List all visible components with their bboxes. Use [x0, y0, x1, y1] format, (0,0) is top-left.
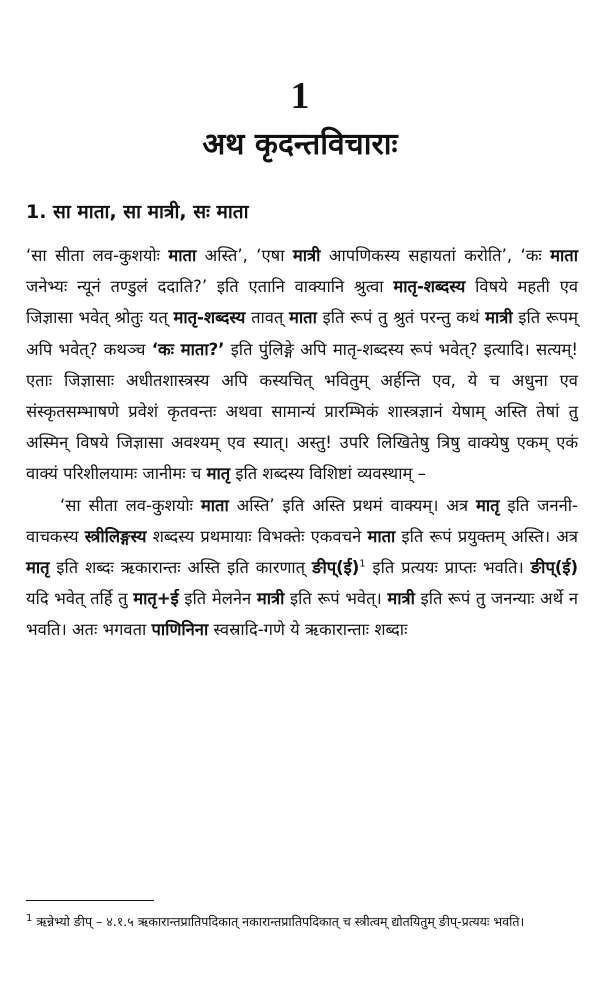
text-run: आपणिकस्य सहायतां करोति’, ‘कः	[320, 246, 551, 265]
footnote-marker: 1	[26, 912, 33, 924]
bold-term: मातृ	[476, 495, 500, 515]
chapter-number: 1	[290, 75, 310, 117]
body-text	[26, 240, 578, 646]
text-run: इति रूपं तु जनन्याः अर्थे न भवति। अतः भगवता	[26, 589, 579, 640]
bold-term: मातृ	[26, 558, 50, 578]
footnote-divider	[26, 900, 154, 901]
bold-term: माता	[367, 526, 396, 546]
bold-term: मातृ	[206, 464, 231, 484]
bold-term: मातृ-शब्दस्य	[173, 308, 246, 328]
text-run: इति प्रत्ययः प्राप्तः भवति।	[365, 558, 531, 578]
text-run: विषये महती एव जिज्ञासा भवेत् श्रोतुः यत्	[26, 277, 578, 328]
text-run: यदि भवेत् तर्हि तु	[26, 589, 134, 609]
bold-term: मात्री	[256, 589, 285, 609]
bold-term: माता	[168, 246, 197, 265]
bold-term: माता	[289, 308, 317, 328]
footnote	[26, 910, 578, 934]
text-run: इति पुंलिङ्गे अपि मातृ-शब्दस्य रूपं भवेत्? इत्यादि। सत्यम्! एताः जिज्ञासाः अधीतशास्त्रस्य अपि कस्यचित् भवितुम् अर्हन्ति एव, ये च अधुना एव संस्कृतसम्भाषणे प्रवेशं कृतवन्तः अथवा सामान्यं प्रारम्भिकं शास्त्रज्ञानं येषाम् अस्ति तेषां तु अस्मिन् विषये जिज्ञासा अवश्यम् एव स्यात्। अस्तु! उपरि लिखितेषु त्रिषु वाक्येषु एकम् एकं वाक्यं परिशीलयामः जानीमः च	[26, 339, 578, 484]
paragraph-1	[26, 240, 578, 490]
text-run: इति शब्दः ऋकारान्तः अस्ति इति कारणात्	[49, 558, 312, 578]
text-run: अस्ति’, ‘एषा	[196, 246, 293, 265]
text-run: ‘सा सीता लव-कुशयोः	[26, 246, 169, 265]
text-run: इति रूपं प्रयुक्तम् अस्ति। अत्र	[395, 526, 578, 546]
text-run: इति रूपं तु श्रुतं परन्तु कथं	[316, 308, 486, 328]
paragraph-2	[26, 490, 578, 646]
text-run: इति जननी-वाचकस्य	[26, 495, 578, 546]
text-run: जनेभ्यः न्यूनं तण्डुलं ददाति?’ इति एतानि वाक्यानि श्रुत्वा	[26, 277, 394, 297]
text-run: ‘सा सीता लव-कुशयोः	[60, 495, 201, 515]
bold-term: स्त्रीलिङ्गस्य	[84, 526, 147, 546]
bold-term: मात्री	[485, 308, 513, 328]
text-run: इति रूपम् अपि भवेत्? कथञ्च	[26, 308, 578, 359]
bold-term: माता	[550, 246, 578, 265]
chapter-title: अथ कृदन्तविचाराः	[202, 127, 398, 162]
text-run: तावत्	[245, 308, 290, 328]
footnote-text: ऋन्नेभ्यो ङीप् – ४.१.५ ऋकारान्तप्रातिपदिकात् नकारान्तप्रातिपदिकात् च स्त्रीत्वम् द्योतयितुम् ङीप्-प्रत्ययः भवति।	[32, 914, 525, 929]
bold-term: ङीप्(ई)	[530, 558, 579, 578]
bold-term: मातृ-शब्दस्य	[393, 277, 466, 297]
bold-term: मात्री	[387, 589, 415, 609]
text-run: इति मेलनेन	[178, 589, 257, 609]
bold-term: माता	[200, 495, 229, 515]
footnote-reference[interactable]: 1	[359, 558, 366, 570]
bold-term: पाणिनिना	[151, 620, 209, 640]
text-run: शब्दस्य प्रथमायाः विभक्तेः एकवचने	[146, 526, 368, 546]
bold-term: मातृ+ई	[133, 589, 179, 609]
bold-term: मात्री	[292, 246, 321, 265]
text-run: स्वस्रादि-गणे ये ऋकारान्ताः शब्दाः	[208, 620, 408, 640]
section-heading: 1. सा माता, सा मात्री, सः माता	[26, 201, 249, 223]
text-run: इति रूपं भवेत्।	[284, 589, 388, 609]
text-run: इति शब्दस्य विशिष्टां व्यवस्थाम् –	[230, 464, 426, 484]
bold-term: ‘कः माता?’	[151, 339, 225, 359]
text-run: अस्ति’ इति अस्ति प्रथमं वाक्यम्। अत्र	[228, 495, 477, 515]
bold-term: ङीप्(ई)	[311, 558, 360, 578]
